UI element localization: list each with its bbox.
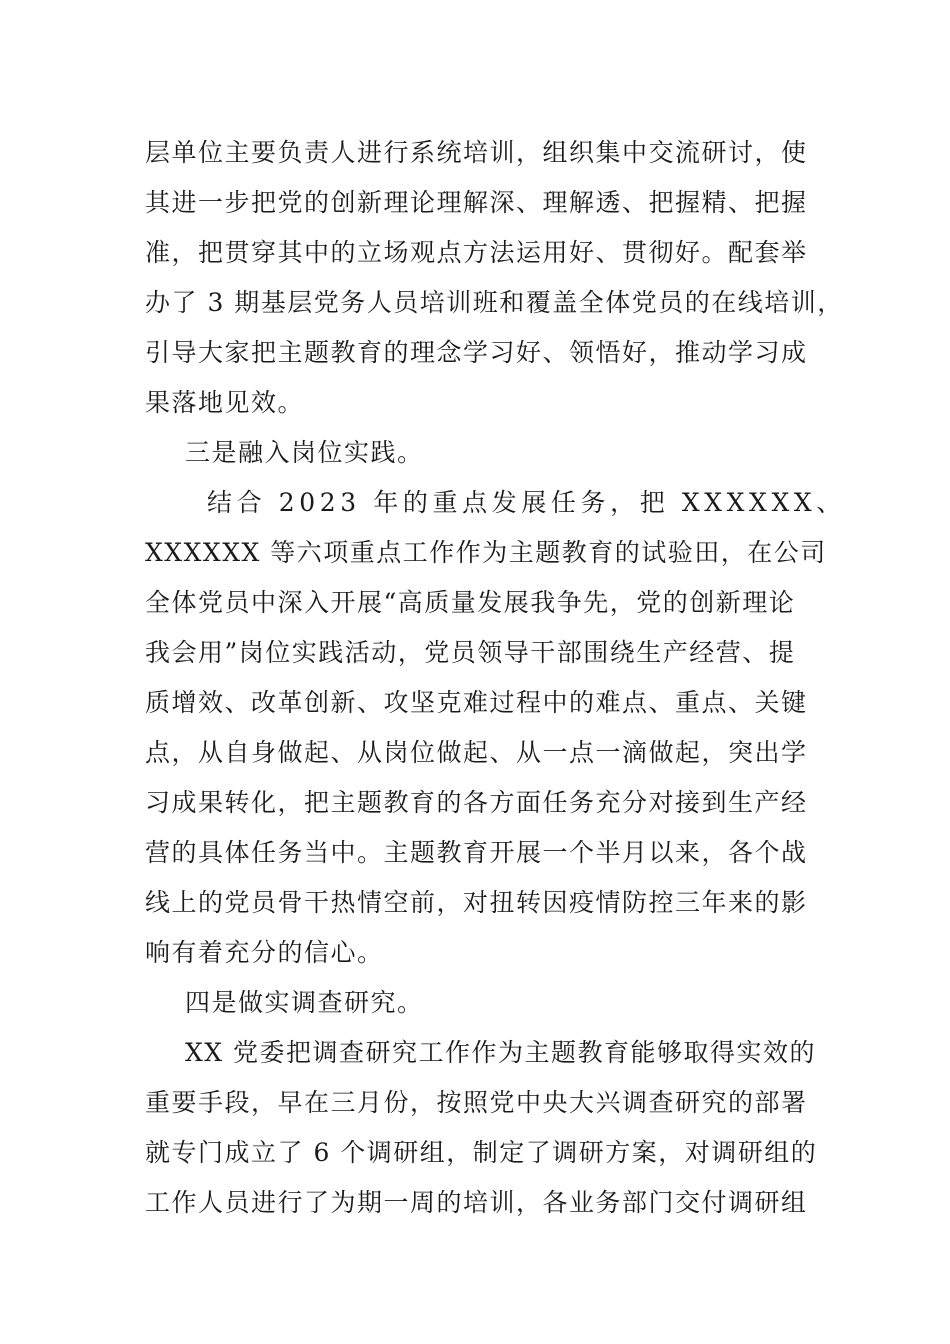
paragraph-line: XX 党委把调查研究工作作为主题教育能够取得实效的	[185, 1038, 817, 1067]
paragraph-line: 办了 3 期基层党务人员培训班和覆盖全体党员的在线培训，	[145, 288, 844, 317]
heading-line: 四是做实调查研究。	[185, 988, 424, 1017]
paragraph-line: 果落地见效。	[145, 388, 305, 417]
paragraph-line: 就专门成立了 6 个调研组，制定了调研方案，对调研组的	[145, 1138, 818, 1167]
paragraph-line: 工作人员进行了为期一周的培训，各业务部门交付调研组	[145, 1188, 808, 1217]
paragraph-line: 层单位主要负责人进行系统培训，组织集中交流研讨，使	[145, 138, 808, 167]
paragraph-line: 营的具体任务当中。主题教育开展一个半月以来，各个战	[145, 838, 808, 867]
paragraph-line: 准，把贯穿其中的立场观点方法运用好、贯彻好。配套举	[145, 238, 808, 267]
paragraph-line: 重要手段，早在三月份，按照党中央大兴调查研究的部署	[145, 1088, 808, 1117]
paragraph-line: 全体党员中深入开展“高质量发展我争先，党的创新理论	[145, 588, 796, 617]
paragraph-line: 线上的党员骨干热情空前，对扭转因疫情防控三年来的影	[145, 888, 808, 917]
paragraph-research	[145, 1028, 818, 1228]
paragraph-practice	[145, 478, 846, 978]
document-body	[145, 128, 846, 1228]
paragraph-line: 我会用”岗位实践活动，党员领导干部围绕生产经营、提	[145, 638, 796, 667]
paragraph-line: 响有着充分的信心。	[145, 938, 384, 967]
paragraph-line: XXXXXX 等六项重点工作作为主题教育的试验田，在公司	[145, 538, 827, 567]
section-heading-practice	[145, 428, 810, 478]
heading-line: 三是融入岗位实践。	[185, 438, 424, 467]
paragraph-training	[145, 128, 844, 428]
paragraph-line: 其进一步把党的创新理论理解深、理解透、把握精、把握	[145, 188, 808, 217]
section-heading-research	[145, 978, 810, 1028]
paragraph-line: 结合 2023 年的重点发展任务，把 XXXXXX、	[207, 488, 846, 517]
paragraph-line: 点，从自身做起、从岗位做起、从一点一滴做起，突出学	[145, 738, 808, 767]
paragraph-line: 习成果转化，把主题教育的各方面任务充分对接到生产经	[145, 788, 808, 817]
paragraph-line: 引导大家把主题教育的理念学习好、领悟好，推动学习成	[145, 338, 808, 367]
paragraph-line: 质增效、改革创新、攻坚克难过程中的难点、重点、关键	[145, 688, 808, 717]
